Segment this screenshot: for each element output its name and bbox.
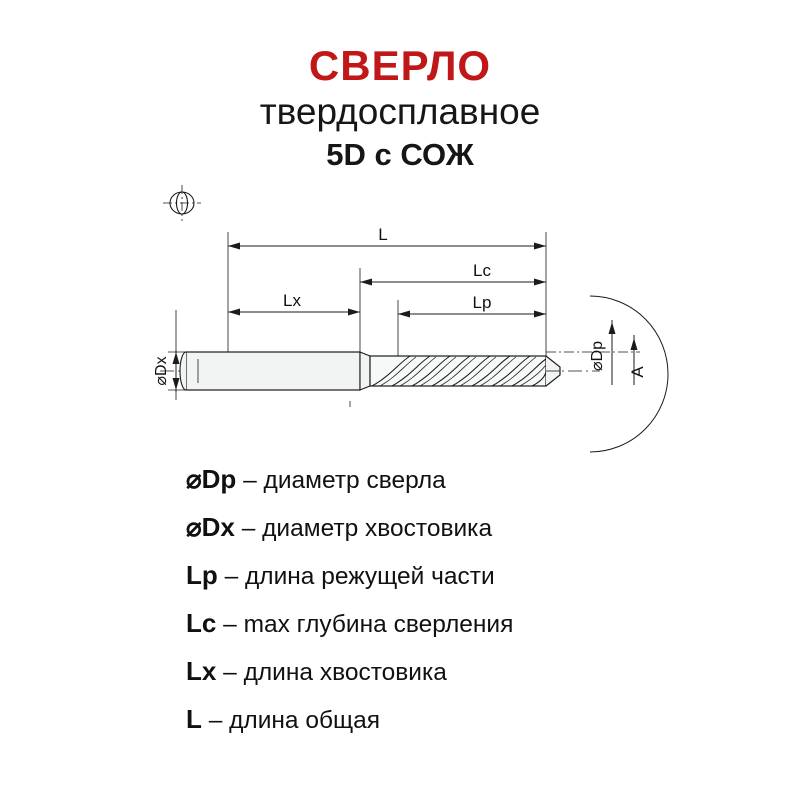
svg-text:Lp: Lp xyxy=(472,293,492,312)
svg-text:A: A xyxy=(628,366,647,378)
legend-symbol: Lx xyxy=(186,656,217,686)
page-subtitle-2: 5D с СОЖ xyxy=(326,137,474,173)
legend-symbol: ⌀Dx xyxy=(186,512,235,542)
legend-item xyxy=(186,610,766,638)
legend-item xyxy=(186,514,766,542)
svg-text:⌀Dx: ⌀Dx xyxy=(153,356,170,386)
svg-text:Lx: Lx xyxy=(283,291,301,310)
legend-item xyxy=(186,562,766,590)
page-subtitle: твердосплавное xyxy=(259,91,541,133)
legend-symbol: Lc xyxy=(186,608,217,638)
page-title: СВЕРЛО xyxy=(308,42,492,89)
legend-text: – длина хвостовика xyxy=(216,659,447,686)
legend-symbol: ⌀Dp xyxy=(186,464,237,494)
legend-text: – длина общая xyxy=(201,707,381,734)
legend-item xyxy=(186,466,766,494)
svg-text:⌀Dp: ⌀Dp xyxy=(589,340,606,372)
first-angle-projection-icon xyxy=(163,185,201,221)
legend-item xyxy=(186,658,766,686)
drill-technical-drawing xyxy=(0,160,800,480)
legend-text: – max глубина сверления xyxy=(216,611,514,638)
svg-text:L: L xyxy=(378,225,388,244)
legend-symbol: L xyxy=(186,704,202,734)
svg-text:Lc: Lc xyxy=(473,261,491,280)
legend-text: – диаметр сверла xyxy=(236,467,446,494)
legend-text: – диаметр хвостовика xyxy=(234,515,493,542)
title-block xyxy=(0,44,800,174)
legend-symbol: Lp xyxy=(186,560,218,590)
legend-item xyxy=(186,706,766,734)
legend-list xyxy=(186,466,766,754)
legend-text: – длина режущей части xyxy=(217,563,495,590)
